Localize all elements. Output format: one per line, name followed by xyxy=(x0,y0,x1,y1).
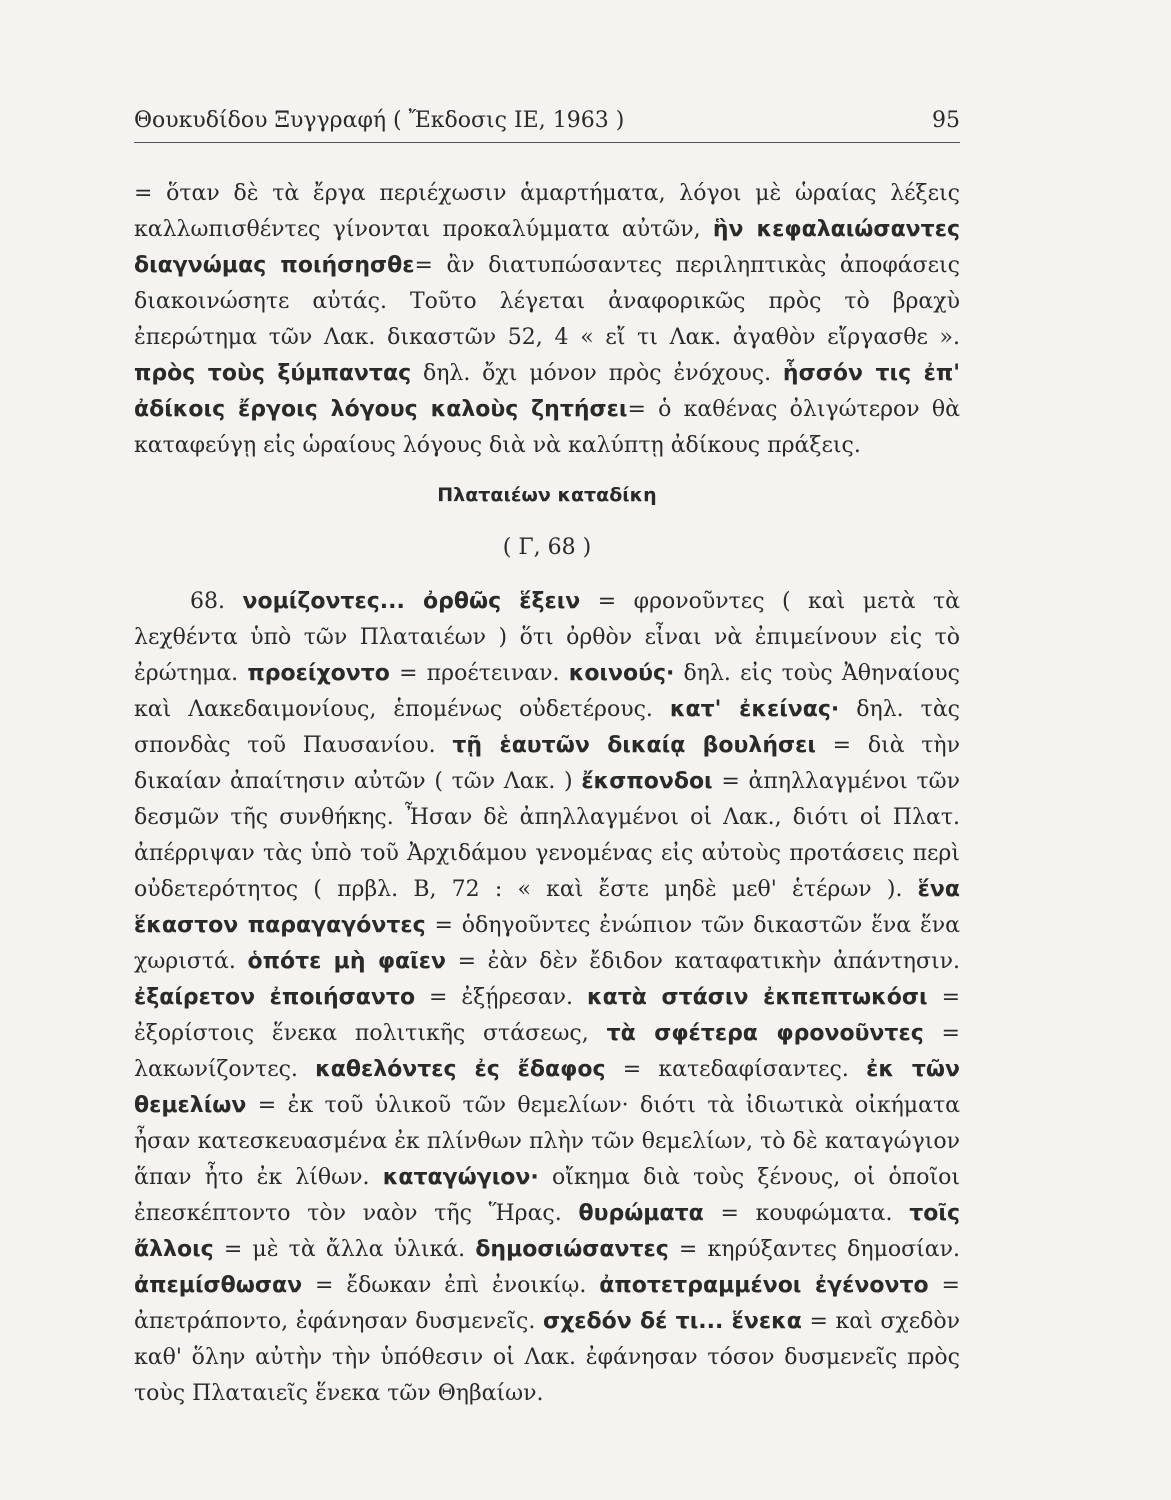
lemma-term: ὁπότε μὴ φαῖεν xyxy=(247,949,446,974)
lemma-term: ἔκσπονδοι xyxy=(581,769,713,794)
lemma-term: πρὸς τοὺς ξύμπαντας xyxy=(134,361,412,386)
gloss-text: = μὲ τὰ ἄλλα ὑλικά. xyxy=(213,1237,476,1262)
lemma-term: κατ' ἐκείνας· xyxy=(669,697,840,722)
gloss-text: = καὶ σχεδὸν καθ' ὅλην αὐτὴν τὴν ὑπόθεσιν οἱ Λακ. ἐφάνησαν τόσον δυσμενεῖς πρὸς τοὺς Πλαταιεῖς ἕνεκα τῶν Θηβαίων. xyxy=(134,1309,960,1406)
gloss-text: 68. xyxy=(190,589,243,614)
lemma-term: κοινούς· xyxy=(568,661,675,686)
gloss-text: = ὁ καθένας ὀλιγώτερον θὰ καταφεύγῃ εἰς ὡραίους λόγους διὰ νὰ καλύπτῃ ἀδίκους πράξεις. xyxy=(134,397,961,458)
gloss-text: = ἐξορίστοις ἕνεκα πολιτικῆς στάσεως, xyxy=(134,985,961,1046)
gloss-text: δηλ. τὰς σπονδὰς τοῦ Παυσανίου. xyxy=(134,697,961,758)
lemma-term: τὰ σφέτερα φρονοῦντες xyxy=(606,1021,924,1046)
lemma-term: νομίζοντες... ὀρθῶς ἕξειν xyxy=(242,589,581,614)
gloss-text: = ἀπετράποντο, ἐφάνησαν δυσμενεῖς. xyxy=(134,1273,960,1334)
gloss-text: δηλ. εἰς τοὺς Ἀθηναίους καὶ Λακεδαιμονίους, ἑπομένως οὐδετέρους. xyxy=(134,661,960,722)
lemma-term: ἀπεμίσθωσαν xyxy=(134,1273,303,1298)
lemma-term: θυρώματα xyxy=(578,1201,704,1226)
gloss-text: = προέτειναν. xyxy=(389,661,569,686)
gloss-text: = ἂν διατυπώσαντες περιληπτικὰς ἀποφάσεις διακοινώσητε αὐτάς. Τοῦτο λέγεται ἀναφορικῶς πρὸς τὸ βραχὺ ἐπερώτημα τῶν Λακ. δικαστῶν 52, 4 « εἴ τι Λακ. ἀγαθὸν εἴργασθε ». xyxy=(134,253,960,350)
gloss-text: = ἐὰν δὲν ἔδιδον καταφατικὴν ἀπάντησιν. xyxy=(445,949,960,974)
lemma-term: σχεδόν δέ τι... ἕνεκα xyxy=(542,1309,802,1334)
gloss-text: = ὁδηγοῦντες ἐνώπιον τῶν δικαστῶν ἕνα ἕνα χωριστά. xyxy=(134,913,960,974)
gloss-text: = ἀπηλλαγμένοι τῶν δεσμῶν τῆς συνθήκης. Ἦσαν δὲ ἀπηλλαγμένοι οἱ Λακ., διότι οἱ Πλατ. ἀπέρριψαν τὰς ὑπὸ τοῦ Ἀρχιδάμου γενομένας εἰς αὐτοὺς προτάσεις περὶ οὐδετερότητος ( πρβλ. Β, 72 : « καὶ ἔστε μηδὲ μεθ' ἑτέρων ). xyxy=(134,769,960,902)
lemma-term: ἀποτετραμμένοι ἐγένοντο xyxy=(599,1273,929,1298)
lemma-term: δημοσιώσαντες xyxy=(475,1237,669,1262)
section-reference: ( Γ, 68 ) xyxy=(502,535,592,560)
gloss-text: = xyxy=(134,181,153,206)
gloss-text: = κατεδαφίσαντες. xyxy=(605,1057,867,1082)
intro-paragraph xyxy=(134,176,960,464)
gloss-text: δηλ. ὄχι μόνον πρὸς ἐνόχους. xyxy=(411,361,783,386)
section-title: Πλαταιέων καταδίκη xyxy=(437,484,657,506)
page-number: 95 xyxy=(932,108,960,133)
gloss-text: = διὰ τὴν δικαίαν ἀπαίτησιν αὐτῶν ( τῶν Λακ. ) xyxy=(134,733,960,794)
lemma-term: ἧσσόν τις ἐπ' ἀδίκοις ἔργοις λόγους καλοὺς ζητήσει xyxy=(134,361,961,422)
lemma-term: ἣν κεφαλαιώσαντες διαγνώμας ποιήσησθε xyxy=(134,217,960,278)
commentary-paragraph xyxy=(134,584,960,1412)
running-header xyxy=(134,108,960,133)
lemma-term: τῇ ἑαυτῶν δικαίᾳ βουλήσει xyxy=(452,733,816,758)
gloss-text: = ἐξῄρεσαν. xyxy=(415,985,587,1010)
gloss-text: οἴκημα διὰ τοὺς ξένους, οἱ ὁποῖοι ἐπεσκέπτοντο τὸν ναὸν τῆς Ἥρας. xyxy=(134,1165,960,1226)
commentary-text xyxy=(134,584,960,1412)
lemma-term: καθελόντες ἐς ἔδαφος xyxy=(315,1057,606,1082)
lemma-term: ἐκ τῶν θεμελίων xyxy=(134,1057,960,1118)
lemma-term: ἐξαίρετον ἐποιήσαντο xyxy=(134,985,416,1010)
header-rule xyxy=(134,142,960,143)
gloss-text: = κηρύξαντες δημοσίαν. xyxy=(668,1237,960,1262)
gloss-text: = φρονοῦντες ( καὶ μετὰ τὰ λεχθέντα ὑπὸ τῶν Πλαταιέων ) ὅτι ὀρθὸν εἶναι νὰ ἐπιμείνουν εἰς τὸ ἐρώτημα. xyxy=(134,589,960,686)
gloss-text: = ἐκ τοῦ ὑλικοῦ τῶν θεμελίων· διότι τὰ ἰδιωτικὰ οἰκήματα ἦσαν κατεσκευασμένα ἐκ πλίνθων πλὴν τῶν θεμελίων, τὸ δὲ καταγώγιον ἅπαν ἦτο ἐκ λίθων. xyxy=(134,1093,960,1190)
gloss-text: = λακωνίζοντες. xyxy=(134,1021,960,1082)
lemma-term: καταγώγιον· xyxy=(382,1165,539,1190)
lemma-term: κατὰ στάσιν ἐκπεπτωκόσι xyxy=(587,985,928,1010)
lemma-term: τοῖς ἄλλοις xyxy=(134,1201,960,1262)
intro-text xyxy=(134,176,960,464)
gloss-text: = ἔδωκαν ἐπὶ ἐνοικίῳ. xyxy=(302,1273,600,1298)
gloss-text: = κουφώματα. xyxy=(703,1201,910,1226)
header-title: Θουκυδίδου Ξυγγραφή ( Ἔκδοσις ΙΕ, 1963 ) xyxy=(134,108,625,133)
lemma-term: προείχοντο xyxy=(247,661,390,686)
gloss-text: ὅταν δὲ τὰ ἔργα περιέχωσιν ἁμαρτήματα, λόγοι μὲ ὡραίας λέξεις καλλωπισθέντες γίνονται προκαλύμματα αὐτῶν, xyxy=(134,181,960,242)
lemma-term: ἕνα ἕκαστον παραγαγόντες xyxy=(134,877,960,938)
